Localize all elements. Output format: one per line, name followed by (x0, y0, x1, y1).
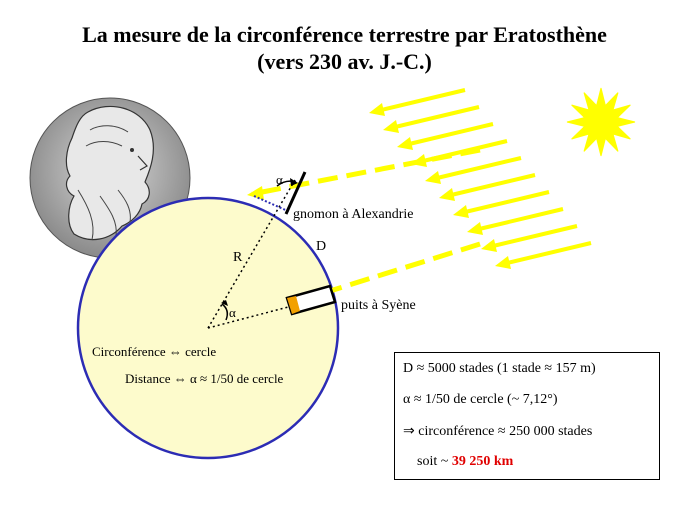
ray-shaft (475, 209, 563, 230)
info-line-result (417, 454, 513, 470)
info-result-value: 39 250 km (451, 454, 514, 469)
ray-shaft (405, 124, 493, 145)
ray-arrowhead (425, 171, 441, 184)
ray-shaft (447, 175, 535, 196)
label-radius-R: R (233, 250, 243, 265)
info-line-circumference: ⇒ circonférence ≈ 250 000 stades (403, 424, 593, 439)
sun-icon (567, 88, 635, 156)
label-alpha-center: α (229, 305, 236, 320)
ray-shaft (433, 158, 521, 179)
ray-arrowhead (439, 188, 455, 201)
ray-to-gnomon (252, 150, 480, 194)
label-alpha-top: α (276, 172, 283, 187)
info-result-prefix: soit ~ (417, 454, 452, 469)
ray-shaft (461, 192, 549, 213)
ray-arrowhead (467, 222, 483, 235)
info-line-distance: D ≈ 5000 stades (1 stade ≈ 157 m) (403, 361, 596, 376)
label-distance-D: D (316, 239, 327, 254)
sun-rays (369, 90, 591, 269)
ray-arrowhead (481, 239, 497, 252)
label-circonference: Circonférence ⇔ cercle (92, 344, 217, 359)
ray-shaft (489, 226, 577, 247)
ray-shaft (503, 243, 591, 264)
ray-arrowhead (383, 120, 399, 133)
title-line-2: (vers 230 av. J.-C.) (257, 49, 432, 74)
ray-arrowhead (495, 256, 511, 269)
info-box (394, 352, 660, 480)
ray-arrowhead (453, 205, 469, 218)
ray-arrowhead (369, 103, 385, 116)
info-line-angle: α ≈ 1/50 de cercle (~ 7,12°) (403, 392, 558, 407)
title-line-1: La mesure de la circonférence terrestre par Eratosthène (82, 22, 607, 47)
ray-shaft (377, 90, 465, 111)
ray-to-gnomon-head (247, 186, 264, 200)
label-gnomon: gnomon à Alexandrie (293, 207, 414, 222)
ray-arrowhead (397, 137, 413, 150)
label-distance-relation: Distance ⇔ α ≈ 1/50 de cercle (125, 371, 284, 386)
ray-shaft (391, 107, 479, 128)
label-puits: puits à Syène (341, 298, 416, 313)
